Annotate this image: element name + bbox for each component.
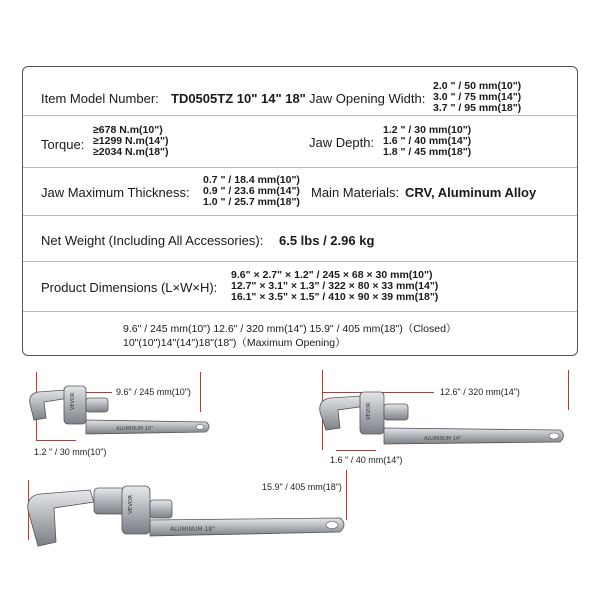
small-depth-label: 1.2 " / 30 mm(10") (34, 447, 107, 457)
materials-label: Main Materials: (311, 185, 400, 200)
torque-18: ≥2034 N.m(18") (93, 146, 169, 158)
row-divider (23, 261, 577, 262)
dimensions-10: 9.6" × 2.7" × 1.2" / 245 × 68 × 30 mm(10") (231, 269, 433, 281)
torque-values (93, 125, 169, 158)
large-wrench-image (20, 484, 350, 554)
medium-engraving: ALUMINUM 14" (424, 436, 462, 442)
jaw-opening-10: 2.0 " / 50 mm(10") (433, 80, 522, 92)
spec-table (22, 66, 578, 356)
jaw-depth-18: 1.8 " / 45 mm(18") (383, 146, 472, 158)
medium-wrench-image (314, 390, 570, 450)
item-model-label: Item Model Number: (41, 91, 159, 106)
materials-value: CRV, Aluminum Alloy (405, 185, 537, 200)
net-weight-label: Net Weight (Including All Accessories): (41, 233, 264, 248)
small-engraving: ALUMINUM 10" (116, 426, 154, 432)
jaw-thickness-label: Jaw Maximum Thickness: (41, 185, 190, 200)
jaw-depth-10: 1.2 " / 30 mm(10") (383, 124, 472, 136)
jaw-depth-values (383, 125, 471, 158)
closed-length-line: 9.6" / 245 mm(10") 12.6" / 320 mm(14") 15.9" / 405 mm(18")（Closed） (123, 323, 457, 335)
small-depth-line (36, 440, 76, 441)
small-brand-engraving: VEVOR (70, 392, 76, 410)
jaw-opening-label: Jaw Opening Width: (309, 91, 426, 106)
jaw-depth-14: 1.6 " / 40 mm(14") (383, 135, 472, 147)
medium-depth-label: 1.6 " / 40 mm(14") (330, 455, 403, 465)
max-opening-line: 10"(10")14"(14")18"(18")（Maximum Opening） (123, 337, 346, 349)
dimensions-14: 12.7" × 3.1" × 1.3" / 322 × 80 × 33 mm(14") (231, 280, 439, 292)
torque-14: ≥1299 N.m(14") (93, 135, 169, 147)
medium-length-label: 12.6" / 320 mm(14") (440, 387, 520, 397)
medium-brand-engraving: VEVOR (366, 402, 372, 420)
row-divider (23, 215, 577, 216)
dimensions-values (231, 270, 438, 303)
jaw-opening-18: 3.7 " / 95 mm(18") (433, 102, 522, 114)
large-brand-engraving: VEVOR (128, 494, 134, 514)
jaw-thickness-10: 0.7 " / 18.4 mm(10") (203, 174, 300, 186)
medium-depth-line (336, 450, 376, 451)
dimensions-18: 16.1" × 3.5" × 1.5" / 410 × 90 × 39 mm(18") (231, 291, 439, 303)
jaw-depth-label: Jaw Depth: (309, 135, 375, 150)
row-divider (23, 311, 577, 312)
jaw-thickness-14: 0.9 " / 23.6 mm(14") (203, 185, 300, 197)
net-weight-value: 6.5 lbs / 2.96 kg (279, 233, 375, 248)
jaw-thickness-values (203, 175, 300, 208)
small-length-label: 9.6" / 245 mm(10") (116, 387, 191, 397)
jaw-opening-14: 3.0 " / 75 mm(14") (433, 91, 522, 103)
jaw-opening-values (433, 81, 521, 114)
row-divider (23, 167, 577, 168)
large-length-label: 15.9" / 405 mm(18") (262, 482, 342, 492)
jaw-thickness-18: 1.0 " / 25.7 mm(18") (203, 196, 300, 208)
small-wrench-image (24, 384, 214, 440)
row-divider (23, 115, 577, 116)
large-engraving: ALUMINUM 18" (170, 526, 215, 533)
item-model-value: TD0505TZ 10" 14" 18" (171, 91, 306, 106)
torque-10: ≥678 N.m(10") (93, 124, 163, 136)
dimensions-label: Product Dimensions (L×W×H): (41, 280, 218, 295)
torque-label: Torque: (41, 137, 85, 152)
